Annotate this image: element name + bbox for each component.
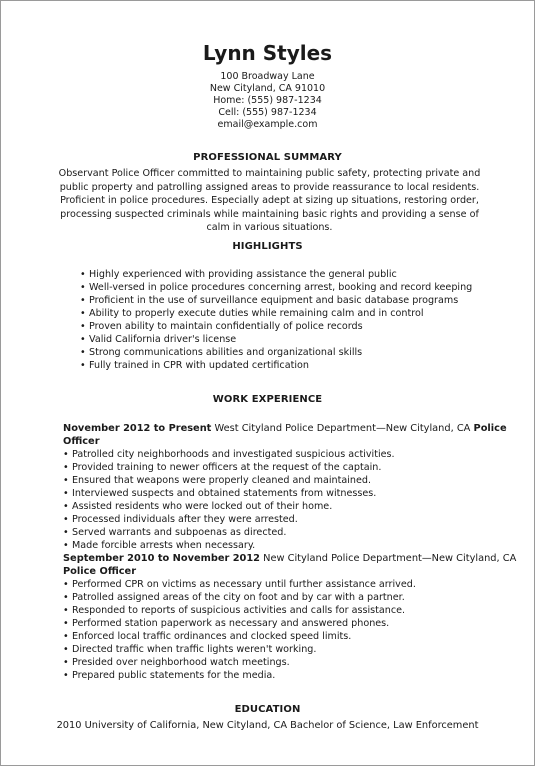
- highlight-item: • Proficient in the use of surveillance equipment and basic database programs: [80, 294, 500, 307]
- email-address: email@example.com: [217, 119, 318, 130]
- contact-block: [1, 71, 534, 131]
- highlight-item: • Valid California driver's license: [80, 333, 500, 346]
- job-title: Police Officer: [63, 423, 507, 447]
- education-heading: EDUCATION: [234, 704, 301, 715]
- duty-item: • Performed CPR on victims as necessary until further assistance arrived.: [63, 578, 533, 591]
- highlights-list: [80, 268, 500, 372]
- candidate-name: Lynn Styles: [202, 41, 333, 65]
- highlight-item: • Highly experienced with providing assistance the general public: [80, 268, 500, 281]
- home-phone: Home: (555) 987-1234: [213, 95, 322, 106]
- duty-item: • Prepared public statements for the media.: [63, 669, 533, 682]
- highlight-item: • Strong communications abilities and organizational skills: [80, 346, 500, 359]
- address-line-1: 100 Broadway Lane: [220, 71, 315, 82]
- duty-item: • Assisted residents who were locked out of their home.: [63, 500, 533, 513]
- duty-item: • Made forcible arrests when necessary.: [63, 539, 533, 552]
- duty-item: • Processed individuals after they were arrested.: [63, 513, 533, 526]
- job-dates: September 2010 to November 2012: [63, 553, 260, 564]
- cell-phone: Cell: (555) 987-1234: [218, 107, 317, 118]
- address-line-2: New Cityland, CA 91010: [209, 83, 326, 94]
- job-duties: [63, 448, 533, 552]
- duty-item: • Patrolled city neighborhoods and investigated suspicious activities.: [63, 448, 533, 461]
- experience-heading: WORK EXPERIENCE: [212, 394, 323, 405]
- job-employer: New Cityland Police Department—New Cityland, CA: [263, 553, 517, 564]
- duty-item: • Presided over neighborhood watch meetings.: [63, 656, 533, 669]
- highlight-item: • Well-versed in police procedures concerning arrest, booking and record keeping: [80, 281, 500, 294]
- job-header: [63, 422, 533, 448]
- job-employer: West Cityland Police Department—New Cityland, CA: [214, 423, 471, 434]
- highlights-heading: HIGHLIGHTS: [232, 241, 303, 252]
- summary-text: Observant Police Officer committed to maintaining public safety, protecting private and public property and patrolling assigned areas to provide reassurance to local residents. Proficient in police procedures. Especially adept at sizing up situations, restoring order, processing suspected criminals while maintaining basic rights and providing a sense of calm in various situations.: [58, 168, 481, 233]
- education-entry: 2010 University of California, New Cityland, CA Bachelor of Science, Law Enforcement: [56, 720, 479, 731]
- highlight-item: • Fully trained in CPR with updated certification: [80, 359, 500, 372]
- duty-item: • Enforced local traffic ordinances and clocked speed limits.: [63, 630, 533, 643]
- job-entry-2: [63, 552, 533, 682]
- duty-item: • Patrolled assigned areas of the city on foot and by car with a partner.: [63, 591, 533, 604]
- job-header: [63, 552, 533, 578]
- job-dates: November 2012 to Present: [63, 423, 212, 434]
- highlight-item: • Proven ability to maintain confidentially of police records: [80, 320, 500, 333]
- duty-item: • Ensured that weapons were properly cleaned and maintained.: [63, 474, 533, 487]
- highlight-item: • Ability to properly execute duties while remaining calm and in control: [80, 307, 500, 320]
- summary-heading: PROFESSIONAL SUMMARY: [193, 152, 342, 163]
- job-duties: [63, 578, 533, 682]
- duty-item: • Served warrants and subpoenas as directed.: [63, 526, 533, 539]
- duty-item: • Interviewed suspects and obtained statements from witnesses.: [63, 487, 533, 500]
- duty-item: • Responded to reports of suspicious activities and calls for assistance.: [63, 604, 533, 617]
- duty-item: • Provided training to newer officers at the request of the captain.: [63, 461, 533, 474]
- duty-item: • Performed station paperwork as necessary and answered phones.: [63, 617, 533, 630]
- job-title: Police Officer: [63, 566, 137, 577]
- duty-item: • Directed traffic when traffic lights weren't working.: [63, 643, 533, 656]
- job-entry-1: [63, 422, 533, 552]
